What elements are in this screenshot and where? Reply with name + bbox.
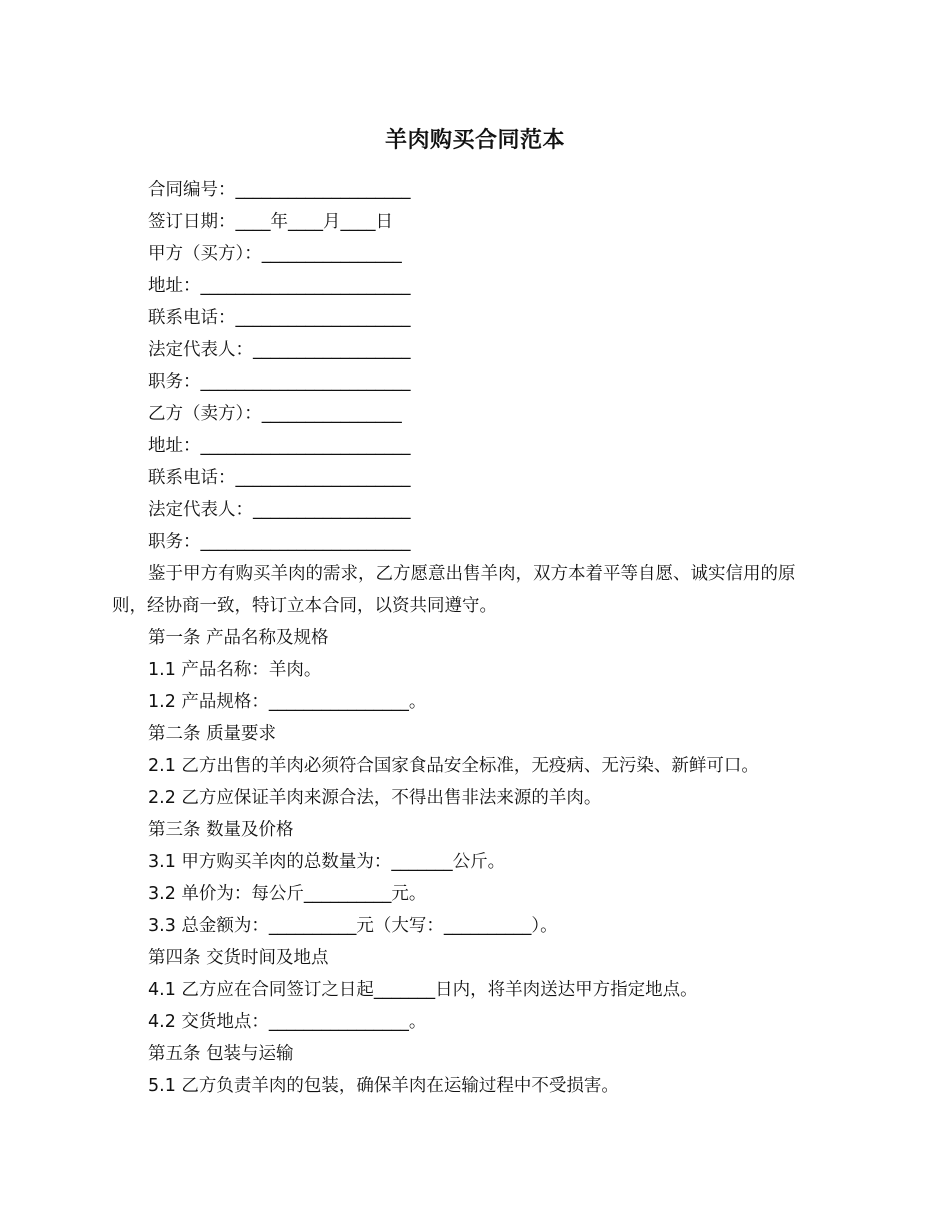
party-b-position-line: 职务：________________________ (148, 532, 411, 552)
preamble-continuation-line: 则，经协商一致，特订立本合同，以资共同遵守。 (112, 596, 497, 616)
signing-date-line: 签订日期：____年____月____日 (148, 212, 393, 232)
document-title: 羊肉购买合同范本 (384, 128, 565, 153)
preamble-line: 鉴于甲方有购买羊肉的需求，乙方愿意出售羊肉，双方本着平等自愿、诚实信用的原 (148, 564, 796, 584)
clause-5-1: 5.1 乙方负责羊肉的包装，确保羊肉在运输过程中不受损害。 (148, 1076, 619, 1096)
clause-4-2: 4.2 交货地点：________________。 (148, 1012, 427, 1032)
party-b-address-line: 地址：________________________ (148, 436, 411, 456)
clause-3-3: 3.3 总金额为：__________元（大写：__________）。 (148, 916, 558, 936)
clause-1-1: 1.1 产品名称：羊肉。 (148, 660, 322, 680)
party-a-address-line: 地址：________________________ (148, 276, 411, 296)
party-b-line: 乙方（卖方）：________________ (148, 404, 402, 424)
clause-2-1: 2.1 乙方出售的羊肉必须符合国家食品安全标准，无疫病、无污染、新鲜可口。 (148, 756, 759, 776)
article-2-heading: 第二条 质量要求 (148, 724, 277, 744)
article-3-heading: 第三条 数量及价格 (148, 820, 294, 840)
party-a-line: 甲方（买方）：________________ (148, 244, 402, 264)
party-b-phone-line: 联系电话：____________________ (148, 468, 411, 488)
party-a-representative-line: 法定代表人：__________________ (148, 340, 411, 360)
clause-2-2: 2.2 乙方应保证羊肉来源合法，不得出售非法来源的羊肉。 (148, 788, 602, 808)
clause-4-1: 4.1 乙方应在合同签订之日起_______日内，将羊肉送达甲方指定地点。 (148, 980, 698, 1000)
party-b-representative-line: 法定代表人：__________________ (148, 500, 411, 520)
party-a-phone-line: 联系电话：____________________ (148, 308, 411, 328)
document-body (112, 174, 852, 1102)
article-5-heading: 第五条 包装与运输 (148, 1044, 294, 1064)
clause-1-2: 1.2 产品规格：________________。 (148, 692, 427, 712)
article-1-heading: 第一条 产品名称及规格 (148, 628, 329, 648)
clause-3-1: 3.1 甲方购买羊肉的总数量为：_______公斤。 (148, 852, 506, 872)
contract-number-line: 合同编号：____________________ (148, 180, 411, 200)
clause-3-2: 3.2 单价为：每公斤__________元。 (148, 884, 427, 904)
party-a-position-line: 职务：________________________ (148, 372, 411, 392)
article-4-heading: 第四条 交货时间及地点 (148, 948, 329, 968)
